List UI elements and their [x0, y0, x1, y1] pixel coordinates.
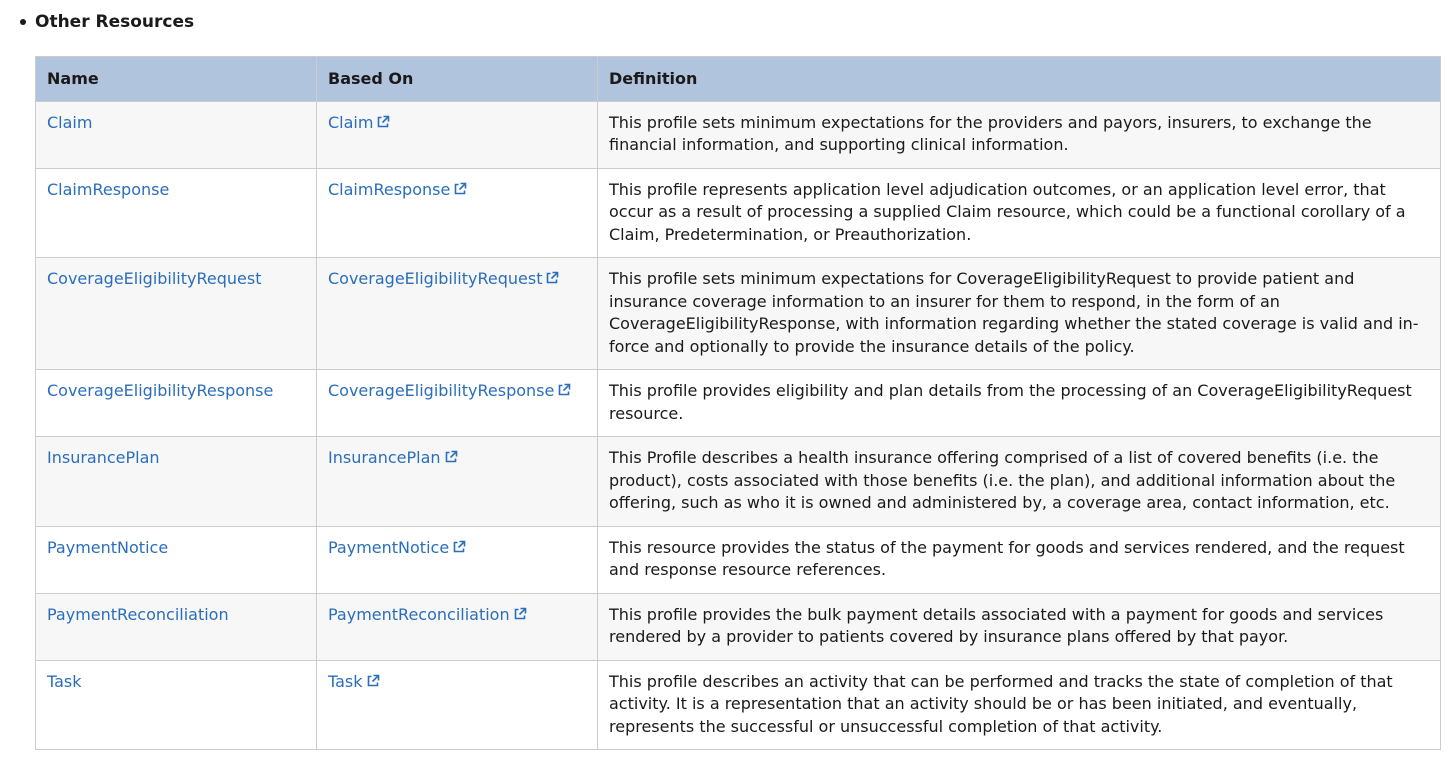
external-link-icon — [545, 271, 559, 285]
name-cell — [36, 370, 317, 437]
based-on-cell — [317, 370, 598, 437]
table-row — [36, 370, 1441, 437]
name-cell — [36, 526, 317, 593]
base-resource-label: InsurancePlan — [328, 448, 441, 467]
external-link-icon — [557, 383, 571, 397]
table-row — [36, 168, 1441, 258]
section-heading — [20, 10, 194, 34]
external-link-icon — [452, 540, 466, 554]
resources-table — [35, 56, 1441, 750]
definition-cell: This profile represents application level adjudication outcomes, or an application level error, that occur as a result of processing a supplied Claim resource, which could be a functional corollary of a Claim, Predetermination, or Preauthorization. — [598, 168, 1441, 258]
external-link-icon — [366, 674, 380, 688]
header-name: Name — [36, 57, 317, 102]
base-resource-label: Claim — [328, 112, 374, 132]
definition-cell: This profile sets minimum expectations for CoverageEligibilityRequest to provide patient and insurance coverage information to an insurer for them to respond, in the form of an CoverageEligibilityResponse, with information regarding whether the stated coverage is valid and in-force and optionally to provide the insurance details of the policy. — [598, 258, 1441, 370]
base-resource-link[interactable] — [328, 538, 466, 557]
based-on-cell — [317, 437, 598, 527]
base-resource-label: PaymentNotice — [328, 537, 450, 557]
base-resource-label: PaymentReconciliation — [328, 604, 510, 624]
table-row — [36, 526, 1441, 593]
base-resource-label: CoverageEligibilityResponse — [328, 381, 555, 400]
based-on-cell — [317, 660, 598, 750]
table-row — [36, 437, 1441, 527]
table-body — [36, 101, 1441, 750]
header-based-on: Based On — [317, 57, 598, 102]
external-link-icon — [444, 450, 458, 464]
external-link-icon — [376, 115, 390, 129]
header-row — [36, 57, 1441, 102]
external-link-icon — [513, 607, 527, 621]
base-resource-link[interactable] — [328, 605, 527, 624]
based-on-cell — [317, 258, 598, 370]
base-resource-label: Task — [328, 671, 363, 691]
profile-link[interactable]: Task — [47, 671, 82, 691]
definition-cell: This profile provides eligibility and plan details from the processing of an CoverageEligibilityRequest resource. — [598, 370, 1441, 437]
profile-link[interactable]: ClaimResponse — [47, 179, 170, 199]
table-header — [36, 57, 1441, 102]
base-resource-label: CoverageEligibilityRequest — [328, 269, 543, 288]
profile-link[interactable]: PaymentNotice — [47, 537, 169, 557]
definition-cell: This profile sets minimum expectations for the providers and payors, insurers, to exchange the financial information, and supporting clinical information. — [598, 101, 1441, 168]
profile-link[interactable]: PaymentReconciliation — [47, 604, 229, 624]
section-title: Other Resources — [35, 12, 195, 32]
definition-cell: This Profile describes a health insurance offering comprised of a list of covered benefits (i.e. the product), costs associated with those benefits (i.e. the plan), and additional information about the offering, such as who it is owned and administered by, a coverage area, contact information, etc. — [598, 437, 1441, 527]
definition-cell: This profile provides the bulk payment details associated with a payment for goods and services rendered by a provider to patients covered by insurance plans offered by that payor. — [598, 593, 1441, 660]
definition-cell: This profile describes an activity that can be performed and tracks the state of completion of that activity. It is a representation that an activity should be or has been initiated, and eventually, represents the successful or unsuccessful completion of that activity. — [598, 660, 1441, 750]
name-cell — [36, 660, 317, 750]
base-resource-link[interactable] — [328, 381, 571, 400]
base-resource-link[interactable] — [328, 113, 390, 132]
based-on-cell — [317, 168, 598, 258]
table-row — [36, 258, 1441, 370]
name-cell — [36, 258, 317, 370]
external-link-icon — [453, 182, 467, 196]
header-definition: Definition — [598, 57, 1441, 102]
base-resource-link[interactable] — [328, 180, 467, 199]
definition-cell: This resource provides the status of the payment for goods and services rendered, and the request and response resource references. — [598, 526, 1441, 593]
base-resource-label: ClaimResponse — [328, 179, 451, 199]
base-resource-link[interactable] — [328, 672, 380, 691]
based-on-cell — [317, 593, 598, 660]
based-on-cell — [317, 526, 598, 593]
table-row — [36, 660, 1441, 750]
name-cell — [36, 593, 317, 660]
profile-link[interactable]: CoverageEligibilityRequest — [47, 269, 262, 288]
bullet-icon — [20, 19, 26, 25]
base-resource-link[interactable] — [328, 269, 559, 288]
profile-link[interactable]: Claim — [47, 112, 93, 132]
name-cell — [36, 437, 317, 527]
base-resource-link[interactable] — [328, 448, 458, 467]
profile-link[interactable]: CoverageEligibilityResponse — [47, 381, 274, 400]
profile-link[interactable]: InsurancePlan — [47, 448, 160, 467]
name-cell — [36, 168, 317, 258]
table-row — [36, 593, 1441, 660]
based-on-cell — [317, 101, 598, 168]
name-cell — [36, 101, 317, 168]
table-row — [36, 101, 1441, 168]
